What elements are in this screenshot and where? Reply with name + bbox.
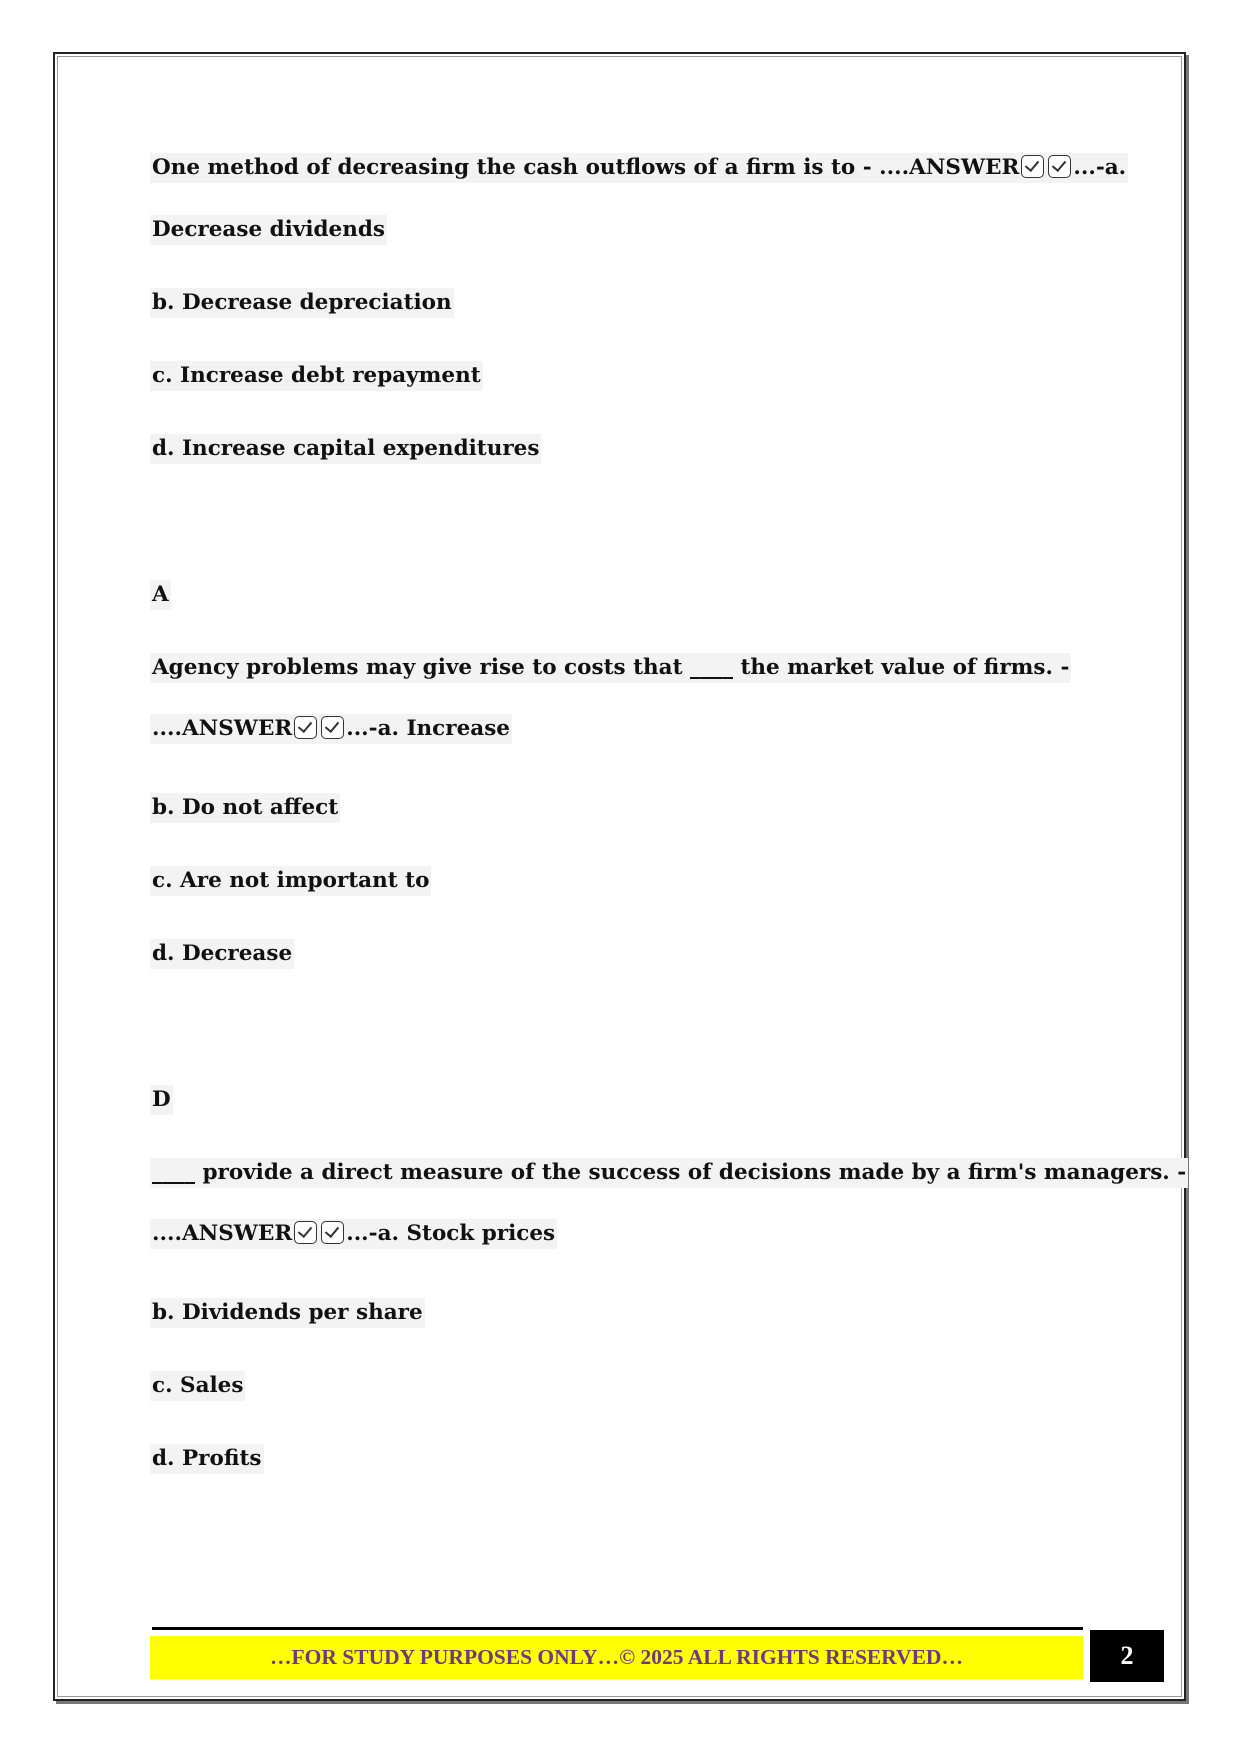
question-2-option-d: d. Decrease bbox=[150, 939, 294, 969]
question-1-stem: One method of decreasing the cash outflows of a firm is to - ....ANSWER ...-a. bbox=[150, 153, 1128, 183]
checkbox-checked-icon bbox=[321, 716, 344, 739]
checkbox-checked-icon bbox=[294, 1221, 317, 1244]
question-3-stem: ____ provide a direct measure of the success of decisions made by a firm's managers. - bbox=[150, 1158, 1188, 1188]
question-2-option-c: c. Are not important to bbox=[150, 866, 431, 896]
checkbox-checked-icon bbox=[1021, 155, 1044, 178]
question-1-answer-key: A bbox=[150, 580, 171, 610]
question-2-option-b: b. Do not affect bbox=[150, 793, 340, 823]
question-1-option-b: b. Decrease depreciation bbox=[150, 288, 454, 318]
question-3-answer-line: ....ANSWER ...-a. Stock prices bbox=[150, 1219, 557, 1249]
checkbox-checked-icon bbox=[294, 716, 317, 739]
question-1-option-a: Decrease dividends bbox=[150, 215, 387, 245]
question-1-option-c: c. Increase debt repayment bbox=[150, 361, 483, 391]
question-2-stem: Agency problems may give rise to costs that ____ the market value of firms. - bbox=[150, 653, 1071, 683]
question-2-answer-key: D bbox=[150, 1085, 173, 1115]
page-number: 2 bbox=[1090, 1630, 1164, 1682]
checkbox-checked-icon bbox=[1048, 155, 1071, 178]
question-2-answer-line: ....ANSWER ...-a. Increase bbox=[150, 714, 512, 744]
question-1-option-d: d. Increase capital expenditures bbox=[150, 434, 541, 464]
footer-notice: …FOR STUDY PURPOSES ONLY…© 2025 ALL RIGHTS RESERVED… bbox=[150, 1636, 1083, 1679]
checkbox-checked-icon bbox=[321, 1221, 344, 1244]
question-3-option-c: c. Sales bbox=[150, 1371, 245, 1401]
footer-divider bbox=[152, 1627, 1083, 1630]
question-3-option-d: d. Profits bbox=[150, 1444, 264, 1474]
question-3-option-b: b. Dividends per share bbox=[150, 1298, 425, 1328]
